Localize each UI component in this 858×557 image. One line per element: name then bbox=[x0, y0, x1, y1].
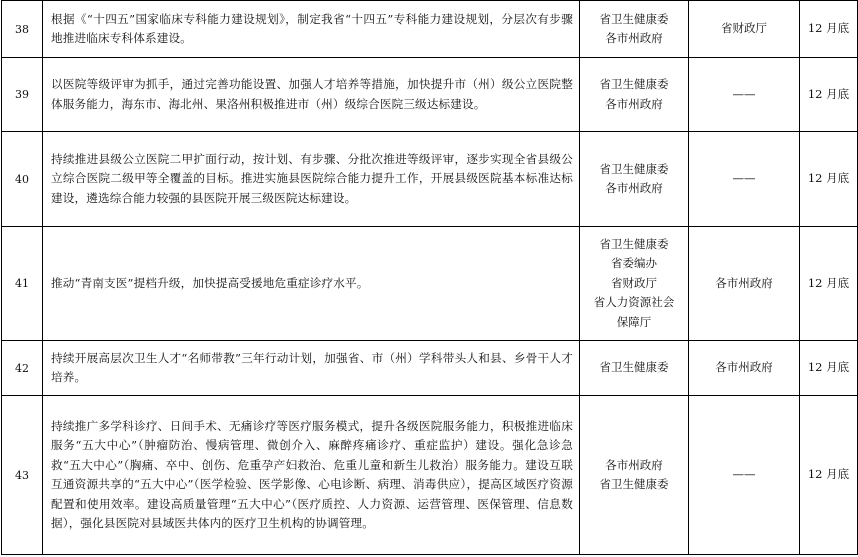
lead-department: 保障厅 bbox=[616, 314, 652, 329]
lead-departments bbox=[580, 58, 689, 132]
deadline: 12 月底 bbox=[800, 132, 858, 227]
lead-departments bbox=[580, 227, 689, 341]
task-description: 推动“青南支医”提档升级，加快提高受援地危重症诊疗水平。 bbox=[43, 227, 580, 341]
row-number: 42 bbox=[2, 341, 43, 396]
cooperating-department: 省财政厅 bbox=[689, 1, 800, 58]
table-row bbox=[2, 1, 858, 58]
cooperating-department: —— bbox=[689, 132, 800, 227]
task-description: 根据《“十四五”国家临床专科能力建设规划》，制定我省“十四五”专科能力建设规划，分层次有步骤地推进临床专科体系建设。 bbox=[43, 1, 580, 58]
lead-department: 省卫生健康委 bbox=[599, 236, 669, 251]
deadline: 12 月底 bbox=[800, 396, 858, 555]
lead-departments bbox=[580, 132, 689, 227]
lead-department: 省卫生健康委 bbox=[599, 477, 669, 491]
table-row bbox=[2, 396, 858, 555]
lead-department: 各市州政府 bbox=[605, 31, 663, 45]
table-row bbox=[2, 341, 858, 396]
row-number: 39 bbox=[2, 58, 43, 132]
lead-department: 省卫生健康委 bbox=[599, 161, 669, 176]
deadline: 12 月底 bbox=[800, 227, 858, 341]
task-description: 以医院等级评审为抓手，通过完善功能设置、加强人才培养等措施，加快提升市（州）级公立医院整体服务能力，海东市、海北州、果洛州积极推进市（州）级综合医院三级达标建设。 bbox=[43, 58, 580, 132]
lead-department: 各市州政府 bbox=[605, 457, 663, 472]
task-description: 持续开展高层次卫生人才“名师带教”三年行动计划，加强省、市（州）学科带头人和县、乡骨干人才培养。 bbox=[43, 341, 580, 396]
lead-departments bbox=[580, 396, 689, 555]
row-number: 38 bbox=[2, 1, 43, 58]
cooperating-department: 各市州政府 bbox=[689, 227, 800, 341]
row-number: 41 bbox=[2, 227, 43, 341]
task-table bbox=[1, 0, 858, 555]
cooperating-department: —— bbox=[689, 58, 800, 132]
task-description: 持续推广多学科诊疗、日间手术、无痛诊疗等医疗服务模式，提升各级医院服务能力，积极推进临床服务“五大中心”（肿瘤防治、慢病管理、微创介入、麻醉疼痛诊疗、重症监护）建设。强化急诊急救“五大中心”（胸痛、卒中、创伤、危重孕产妇救治、危重儿童和新生儿救治）服务能力。建设互联互通资源共享的“五大中心”（医学检验、医学影像、心电诊断、病理、消毒供应），提高区域医疗资源配置和使用效率。建设高质量管理“五大中心”（医疗质控、人力资源、运营管理、医保管理、信息数据），强化县医院对县域医共体内的医疗卫生机构的协调管理。 bbox=[43, 396, 580, 555]
deadline: 12 月底 bbox=[800, 341, 858, 396]
lead-department: 省卫生健康委 bbox=[599, 360, 669, 375]
lead-department: 各市州政府 bbox=[605, 96, 663, 111]
row-number: 40 bbox=[2, 132, 43, 227]
deadline: 12 月底 bbox=[800, 1, 858, 58]
table-row bbox=[2, 58, 858, 132]
task-description: 持续推进县级公立医院二甲扩面行动，按计划、有步骤、分批次推进等级评审，逐步实现全省县级公立综合医院二级甲等全覆盖的目标。推进实施县医院综合能力提升工作，开展县级医院基本标准达标建设，遴选综合能力较强的县医院开展三级医院达标建设。 bbox=[43, 132, 580, 227]
lead-department: 省财政厅 bbox=[611, 275, 657, 290]
row-number: 43 bbox=[2, 396, 43, 555]
cooperating-department: —— bbox=[689, 396, 800, 555]
table-row bbox=[2, 132, 858, 227]
lead-departments bbox=[580, 1, 689, 58]
deadline: 12 月底 bbox=[800, 58, 858, 132]
lead-department: 省委编办 bbox=[611, 256, 657, 271]
table-row bbox=[2, 227, 858, 341]
lead-department: 各市州政府 bbox=[605, 181, 663, 195]
cooperating-department: 各市州政府 bbox=[689, 341, 800, 396]
lead-department: 省人力资源社会 bbox=[593, 295, 675, 310]
lead-department: 省卫生健康委 bbox=[599, 77, 669, 91]
lead-departments bbox=[580, 341, 689, 396]
lead-department: 省卫生健康委 bbox=[599, 11, 669, 26]
